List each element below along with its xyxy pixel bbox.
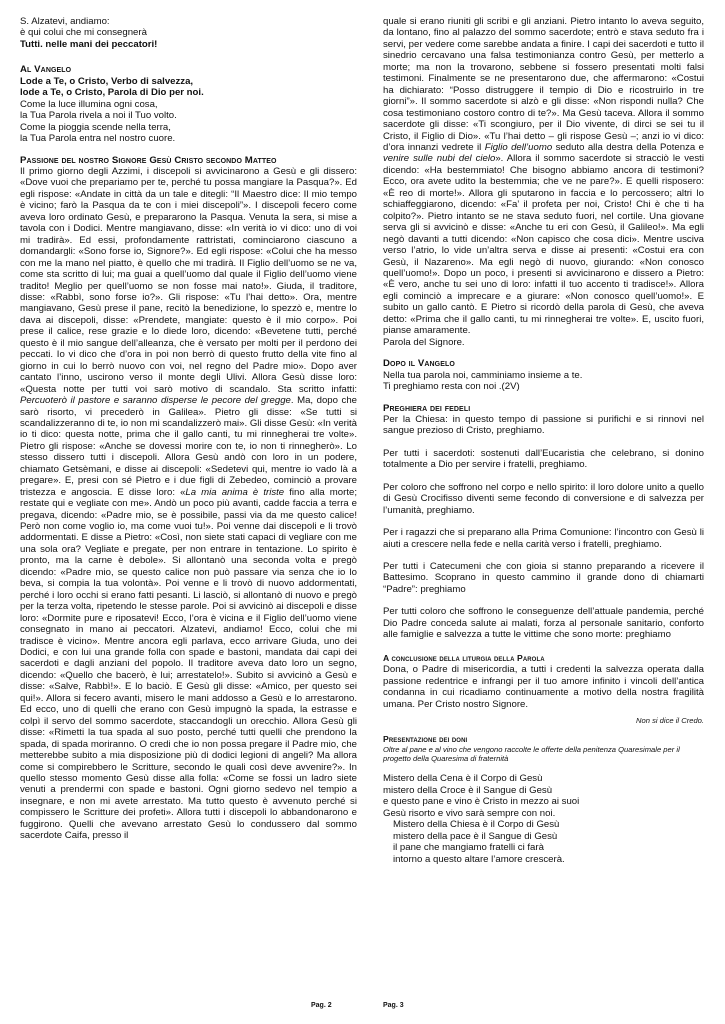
- conclusione-text: Dona, o Padre di misericordia, a tutti i credenti la salvezza operata dalla passione redentrice e infrangi per il tuo amore infinito i vincoli dell’antica condanna in cui ricadiamo continuamente a motivo della nostra fragilità umana. Per Cristo nostro Signore.: [383, 664, 704, 710]
- canto-line: il pane che mangiamo fratelli ci farà: [393, 842, 544, 854]
- canto-line: Gesù risorto e vivo sarà sempre con noi.: [383, 807, 556, 819]
- preghiera-item: Per tutti i Catecumeni che con gioia si stanno preparando a ricevere il Battesimo. Scoprano in questo cammino il grande dono di chiamarti “Padre”: preghiamo: [383, 561, 704, 595]
- al-vangelo-bold-line-2: lode a Te, o Cristo, Parola di Dio per noi.: [20, 87, 204, 99]
- parola-del-signore: Parola del Signore.: [383, 336, 465, 348]
- opening-line-2: è qui colui che mi consegnerà: [20, 27, 147, 39]
- canto-line: mistero della pace è il Sangue di Gesù: [393, 830, 558, 842]
- preghiera-item: Per tutti coloro che soffrono le conseguenze dell’attuale pandemia, perché Dio Padre conceda salute ai malati, forza al personale sanitario, conforto alle famiglie e salvezza a tutte le vittime che sono morte: preghiamo: [383, 606, 704, 641]
- opening-line-3: [20, 39, 357, 50]
- preghiera-item: Per la Chiesa: in questo tempo di passione si purifichi e si rinnovi nel sangue prezioso di Cristo, preghiamo.: [383, 413, 704, 437]
- dopo-vangelo-line-1: Nella tua parola noi, camminiamo insieme a te.: [383, 369, 583, 381]
- canto-line: e questo pane e vino è Cristo in mezzo ai suoi: [383, 796, 580, 808]
- right-column: [383, 16, 704, 865]
- passione-quote-4: venire sulle nubi del cielo: [383, 153, 496, 165]
- passione-cont-part-2: seduto alla destra della Potenza e: [552, 141, 704, 153]
- al-vangelo-line-3: Come la pioggia scende nella terra,: [20, 121, 171, 133]
- passione-quote-3: Figlio dell’uomo: [484, 141, 553, 153]
- al-vangelo-bold-line-1: Lode a Te, o Cristo, Verbo di salvezza,: [20, 75, 194, 87]
- al-vangelo-line-4: la Tua Parola entra nel nostro cuore.: [20, 133, 176, 145]
- passione-heading: Passione del nostro Signore Gesù Cristo secondo Matteo: [20, 154, 277, 166]
- credo-note: Non si dice il Credo.: [636, 716, 704, 726]
- preghiera-item: Per coloro che soffrono nel corpo e nello spirito: il loro dolore unito a quello di Gesù Crocifisso diventi seme fecondo di conversione e di salvezza per l’umanità, preghiamo.: [383, 481, 704, 516]
- passione-continued: [383, 16, 704, 337]
- conclusione-heading: A conclusione della liturgia della Parola: [383, 652, 545, 663]
- left-column: [20, 16, 357, 842]
- canto-line: intorno a questo altare l’amore crescerà.: [393, 853, 565, 865]
- passione-text: [20, 166, 357, 842]
- opening-line-1: S. Alzatevi, andiamo:: [20, 16, 110, 27]
- presentazione-note: Oltre al pane e al vino che vengono raccolte le offerte della penitenza Quaresimale per il progetto della Quaresima di fraternità: [383, 745, 680, 764]
- al-vangelo-heading: [20, 64, 357, 75]
- canto-line: Mistero della Chiesa è il Corpo di Gesù: [393, 819, 560, 831]
- al-vangelo-line-1: Come la luce illumina ogni cosa,: [20, 98, 158, 110]
- preghiera-item: Per i ragazzi che si preparano alla Prima Comunione: l’incontro con Gesù li aiuti a crescere nella fede e nella carità verso i fratelli, preghiamo.: [383, 527, 704, 550]
- passione-quote-2: La mia anima è triste: [185, 486, 285, 498]
- passione-text-part-2: . Ma, dopo che sarò risorto, vi precederò in Galilea». Pietro gli disse: «Se tutti si scandalizzeranno di te, io non mi scandalizzerò mai». Gli disse Gesù: «In verità io ti dico: questa notte, prima che il gallo canti, tu mi rinnegherai tre volte». Pietro gli rispose: «Anche se dovessi morire con te, io non ti rinnegherò». Lo stesso dissero tutti i discepoli. Allora Gesù andò con loro in un podere, chiamato Getsèmani, e disse ai discepoli: «Sedetevi qui, mentre io vado là a pregare». E, presi con sé Pietro e i due figli di Zebedeo, cominciò a provare tristezza e angoscia. E disse loro: «: [20, 395, 358, 498]
- dopo-vangelo-heading: Dopo il Vangelo: [383, 358, 455, 370]
- opening-line-3-text: Tutti. nelle mani dei peccatori!: [20, 38, 158, 50]
- passione-text-part-1: Il primo giorno degli Azzimi, i discepoli si avvicinarono a Gesù e gli dissero: «Dove vuoi che prepariamo per te, perché tu possa mangiare la Pasqua?». Ed egli rispose: «Andate in città da un tale e ditegli: “Il Maestro dice: Il mio tempo è vicino; farò la Pasqua da te con i miei discepoli”». I discepoli fecero come aveva loro ordinato Gesù, e prepararono la Pasqua. Venuta la sera, si mise a tavola con i Dodici. Mentre mangiavano, disse: «In verità io vi dico: uno di voi mi tradirà». Ed essi, profondamente rattristati, cominciarono ciascuno a domandargli: «Sono forse io, Signore?». Ed egli rispose: «Colui che ha messo con me la mano nel piatto, è quello che mi tradirà. Il Figlio dell’uomo se ne va, come sta scritto di lui; ma guai a quell’uomo dal quale il Figlio dell’uomo viene tradito! Meglio per quell’uomo se non fosse mai nato!». Giuda, il traditore, disse: «Rabbì, sono forse io?». Gli rispose: «Tu l’hai detto». Ora, mentre mangiavano, Gesù prese il pane, recitò la benedizione, lo spezzò e, mentre lo dava ai discepoli, disse: «Prendete, mangiate: questo è il mio corpo». Poi prese il calice, rese grazie e lo diede loro, dicendo: «Bevetene tutti, perché questo è il mio sangue dell’alleanza, che è versato per molti per il perdono dei peccati. Io vi dico che d’ora in poi non berrò di questo frutto della vite fino al giorno in cui lo berrò nuovo con voi, nel regno del Padre mio». Dopo aver cantato l’inno, uscirono verso il monte degli Ulivi. Allora Gesù disse loro: «Questa notte per tutti voi sarò motivo di scandalo. Sta scritto infatti:: [20, 165, 357, 395]
- passione-cont-part-3: ». Allora il sommo sacerdote si stracciò le vesti dicendo: «Ha bestemmiato! Che bisogno abbiamo ancora di testimoni? Ecco, ora avete udito la bestemmia; che ve ne pare?». E quelli risposero: «È reo di morte!». Allora gli sputarono in faccia e lo percossero; altri lo schiaffeggiarono, dicendo: «Fa’ il profeta per noi, Cristo! Chi è che ti ha colpito?». Pietro intanto se ne stava seduto fuori, nel cortile. Una giovane serva gli si avvicinò e disse: «Anche tu eri con Gesù, il Galileo!». Ma egli negò davanti a tutti dicendo: «Non capisco che cosa dici». Mentre usciva verso l’atrio, lo vide un’altra serva e disse ai presenti: «Costui era con Gesù, il Nazareno». Ma egli negò di nuovo, giurando: «Non conosco quell’uomo!». Dopo un poco, i presenti si avvicinarono e dissero a Pietro: «È vero, anche tu sei uno di loro: infatti il tuo accento ti tradisce!». Allora egli cominciò a imprecare e a giurare: «Non conosco quell’uomo!». E subito un gallo cantò. E Pietro si ricordò della parola di Gesù, che aveva detto: «Prima che il gallo canti, tu mi rinnegherai tre volte». E, uscito fuori, pianse amaramente.: [383, 153, 704, 337]
- canto-line: mistero della Croce è il Sangue di Gesù: [383, 784, 553, 796]
- al-vangelo-heading-text: Al Vangelo: [20, 64, 72, 76]
- preghiera-item: Per tutti i sacerdoti: sostenuti dall’Eucaristia che celebrano, si donino totalmente a Dio per servire i fratelli, preghiamo.: [383, 447, 704, 471]
- presentazione-heading: Presentazione dei doni: [383, 734, 468, 745]
- al-vangelo-line-2: la Tua Parola rivela a noi il Tuo volto.: [20, 110, 177, 122]
- passione-quote-1: Percuoterò il pastore e saranno disperse le pecore del gregge: [20, 395, 291, 407]
- passione-text-part-3: fino alla morte; restate qui e vegliate con me». Andò un poco più avanti, cadde faccia a terra e pregava, dicendo: «Padre mio, se è possibile, passi via da me questo calice! Però non come voglio io, ma come vuoi tu!». Poi venne dai discepoli e li trovò addormentati. E disse a Pietro: «Così, non siete stati capaci di vegliare con me una sola ora? Vegliate e pregate, per non entrare in tentazione. Lo spirito è pronto, ma la carne è debole». Si allontanò una seconda volta e pregò dicendo: «Padre mio, se questo calice non può passare via senza che io lo beva, si compia la tua volontà». Poi venne e li trovò di nuovo addormentati, perché i loro occhi si erano fatti pesanti. Li lasciò, si allontanò di nuovo e pregò per la terza volta, ripetendo le stesse parole. Poi si avvicinò ai discepoli e disse loro: «Dormite pure e riposatevi! Ecco, l’ora è vicina e il Figlio dell’uomo viene consegnato in mano ai peccatori. Alzatevi, andiamo! Ecco, colui che mi tradisce è vicino». Mentre ancora egli parlava, ecco arrivare Giuda, uno dei Dodici, e con lui una grande folla con spade e bastoni, mandata dai capi dei sacerdoti e dagli anziani del popolo. Il traditore aveva dato loro un segno, dicendo: «Quello che bacerò, è lui; arrestatelo!». Subito si avvicinò a Gesù e disse: «Salve, Rabbì!». E lo baciò. E Gesù gli disse: «Amico, per questo sei qui!». Allora si fecero avanti, misero le mani addosso a Gesù e lo arrestarono. Ed ecco, uno di quelli che erano con Gesù impugnò la spada, la estrasse e colpì il servo del sommo sacerdote, staccandogli un orecchio. Allora Gesù gli disse: «Rimetti la tua spada al suo posto, perché tutti quelli che prendono la spada, di spada moriranno. O credi che io non possa pregare il Padre mio, che metterebbe subito a mia disposizione più di dodici legioni di angeli? Ma allora come si compirebbero le Scritture, secondo le quali così deve avvenire?». In quello stesso momento Gesù disse alla folla: «Come se fossi un ladro siete venuti a prendermi con spade e bastoni. Ogni giorno sedevo nel tempio a insegnare, e non mi avete arrestato. Ma tutto questo è avvenuto perché si compissero le Scritture dei profeti». Allora tutti i discepoli lo abbandonarono e fuggirono. Quelli che avevano arrestato Gesù lo condussero dal sommo sacerdote Caifa, presso il: [20, 486, 357, 842]
- passione-cont-part-1: quale si erano riuniti gli scribi e gli anziani. Pietro intanto lo aveva seguito, da lontano, fino al palazzo del sommo sacerdote; entrò e stava seduto fra i servi, per vedere come sarebbe andata a finire. I capi dei sacerdoti e tutto il sinedrio cercavano una falsa testimonianza contro Gesù, per metterlo a morte; ma non la trovarono, sebbene si fossero presentati molti falsi testimoni. Finalmente se ne presentarono due, che affermarono: «Costui ha dichiarato: “Posso distruggere il tempio di Dio e ricostruirlo in tre giorni”». Il sommo sacerdote si alzò e gli disse: «Non rispondi nulla? Che cosa testimoniano costoro contro di te?». Ma Gesù taceva. Allora il sommo sacerdote gli disse: «Ti scongiuro, per il Dio vivente, di dirci se sei tu il Cristo, il Figlio di Dio». «Tu l’hai detto – gli rispose Gesù –; anzi io vi dico: d’ora innanzi vedrete il: [383, 16, 704, 153]
- dopo-vangelo-line-2: Ti preghiamo resta con noi .(2V): [383, 381, 520, 393]
- page-number-right: Pag. 3: [383, 1002, 404, 1009]
- preghiera-heading: Preghiera dei fedeli: [383, 402, 471, 414]
- canto-line: Mistero della Cena è il Corpo di Gesù: [383, 773, 543, 785]
- page-number-left: Pag. 2: [311, 1002, 332, 1009]
